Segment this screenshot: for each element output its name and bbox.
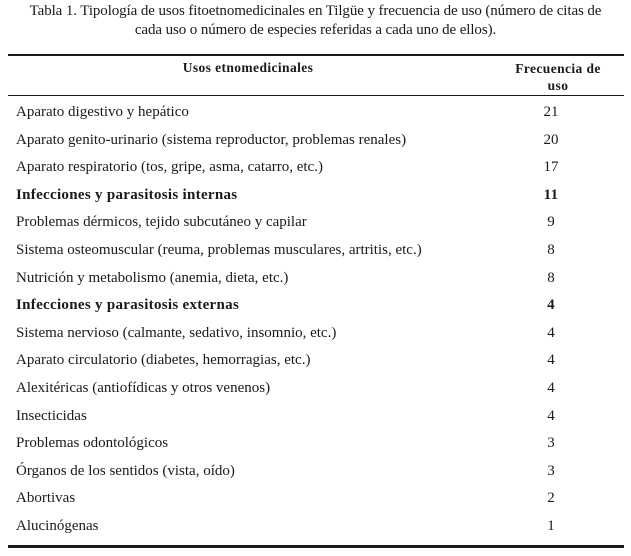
table-header [8, 57, 624, 95]
use-cell: Abortivas [16, 490, 76, 507]
frequency-cell: 4 [547, 407, 555, 424]
frequency-cell: 4 [547, 297, 555, 314]
table-row [8, 265, 624, 293]
table-row [8, 182, 624, 210]
use-cell: Aparato circulatorio (diabetes, hemorragias, etc.) [16, 352, 311, 369]
use-cell: Infecciones y parasitosis internas [16, 186, 238, 203]
table-row [8, 99, 624, 127]
use-cell: Nutrición y metabolismo (anemia, dieta, etc.) [16, 269, 289, 286]
table-body [8, 99, 624, 541]
use-cell: Sistema osteomuscular (reuma, problemas musculares, artritis, etc.) [16, 241, 422, 258]
table-row [8, 237, 624, 265]
header-rule [8, 95, 624, 96]
frequency-cell: 11 [543, 186, 559, 203]
frequency-cell: 21 [543, 104, 559, 120]
use-cell: Alexitéricas (antiofídicas y otros venenos) [16, 379, 271, 396]
header-frequency-line-2: uso [547, 78, 569, 93]
use-cell: Insecticidas [16, 407, 87, 424]
caption-line-1: Tabla 1. Tipología de usos fitoetnomedicinales en Tilgüe y frecuencia de uso (número de citas de [29, 3, 602, 19]
frequency-cell: 20 [543, 131, 559, 148]
header-uses: Usos etnomedicinales [182, 60, 314, 75]
use-cell: Aparato digestivo y hepático [16, 104, 189, 120]
use-cell: Aparato genito-urinario (sistema reproductor, problemas renales) [16, 131, 407, 148]
table-row [8, 127, 624, 155]
frequency-cell: 4 [547, 324, 555, 341]
use-cell: Sistema nervioso (calmante, sedativo, insomnio, etc.) [16, 324, 337, 341]
table-row [8, 458, 624, 486]
use-cell: Aparato respiratorio (tos, gripe, asma, catarro, etc.) [16, 159, 323, 176]
use-cell: Órganos de los sentidos (vista, oído) [16, 462, 235, 479]
table-row [8, 430, 624, 458]
frequency-cell: 17 [543, 159, 559, 176]
top-rule [8, 54, 624, 56]
table-row [8, 154, 624, 182]
use-cell: Problemas dérmicos, tejido subcutáneo y capilar [16, 214, 307, 231]
table-row [8, 485, 624, 513]
header-frequency-line-1: Frecuencia de [515, 61, 601, 76]
table-row [8, 320, 624, 348]
header-frequency [498, 60, 618, 94]
frequency-cell: 4 [547, 379, 555, 396]
table-row [8, 375, 624, 403]
table-row [8, 403, 624, 431]
table-caption [4, 2, 627, 40]
frequency-cell: 2 [547, 490, 555, 507]
frequency-cell: 8 [547, 241, 555, 258]
use-cell: Infecciones y parasitosis externas [16, 297, 240, 314]
frequency-cell: 1 [547, 517, 555, 534]
frequency-cell: 3 [547, 435, 555, 452]
table-row [8, 513, 624, 541]
table-row [8, 292, 624, 320]
frequency-cell: 9 [547, 214, 555, 231]
use-cell: Alucinógenas [16, 517, 99, 534]
table-row [8, 347, 624, 375]
table-row [8, 209, 624, 237]
bottom-rule [8, 545, 624, 548]
frequency-cell: 3 [547, 462, 555, 479]
caption-line-2: cada uso o número de especies referidas a cada uno de ellos). [134, 22, 497, 38]
frequency-cell: 8 [547, 269, 555, 286]
frequency-cell: 4 [547, 352, 555, 369]
use-cell: Problemas odontológicos [16, 435, 169, 452]
